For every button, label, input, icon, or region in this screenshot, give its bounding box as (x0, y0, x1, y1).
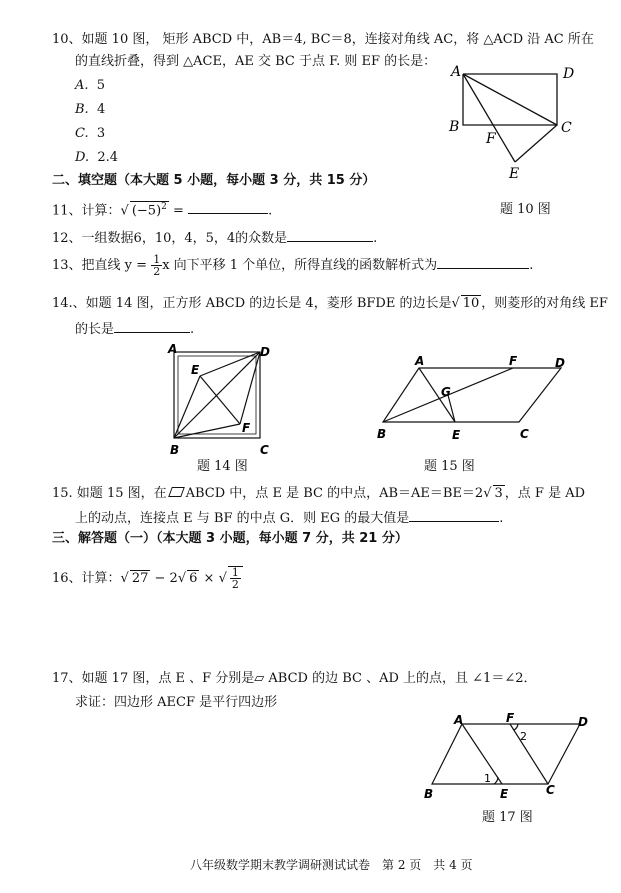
q10-option-b: B. 4 (75, 102, 106, 117)
q14-label-f: F (242, 421, 251, 435)
q14-figure-caption: 题 14 图 (197, 459, 248, 474)
q10-label-c: C (561, 120, 572, 136)
q13-fraction: $\frac{1}{2}$ (153, 253, 161, 278)
q13-answer-blank (437, 256, 529, 269)
q15-label-e: E (452, 428, 461, 442)
q10-label-f: F (486, 131, 496, 147)
parallelogram-icon (168, 487, 185, 497)
q15-label-c: C (520, 427, 529, 441)
q15-label-b: B (377, 427, 387, 441)
q11-answer-blank (188, 201, 268, 214)
q12: 12、一组数据6，10，4，5，4的众数是 . (52, 231, 378, 246)
q14-label-d: D (260, 345, 270, 359)
q16-sqrt-6: 6 (189, 571, 198, 586)
q17-angle-2: 2 (520, 730, 527, 743)
q10-label-b: B (449, 119, 460, 135)
q15-answer-blank (409, 509, 499, 522)
q10-option-a: A. 5 (75, 78, 106, 93)
q15-label-d: D (555, 356, 565, 370)
q14-answer-blank (114, 320, 190, 333)
q14-label-a: A (168, 342, 178, 356)
q17-angle-1: 1 (484, 772, 491, 785)
q17-label-d: D (578, 715, 588, 729)
q12-answer-blank (287, 229, 373, 242)
q17-label-c: C (546, 783, 555, 797)
q15-figure-caption: 题 15 图 (424, 459, 475, 474)
q16: 16、计算：√ 27 − 2√ 6 × √ $\frac{1}{2}$ (52, 566, 243, 590)
q14-label-b: B (170, 443, 180, 457)
q14-line1: 14.、如题 14 图，正方形 ABCD 的边长是 4，菱形 BFDE 的边长是√ 10 ，则菱形的对角线 EF (52, 296, 608, 311)
q13: 13、把直线 y = $\frac{1}{2}$ x 向下平移 1 个单位，所得直线的函数解析式为 . (52, 253, 534, 278)
q17-figure (420, 708, 600, 808)
q10-label-a: A (451, 64, 462, 80)
q17-figure-caption: 题 17 图 (482, 810, 533, 825)
q16-sqrt-27: 27 (131, 571, 149, 586)
q11: 11、计算：√ $(-5)^2$ = . (52, 202, 273, 219)
q10-line2: 的直线折叠，得到 △ACE，AE 交 BC 于点 F. 则 EF 的长是： (75, 54, 437, 69)
section2-title: 二、填空题（本大题 5 小题，每小题 3 分，共 15 分） (52, 173, 376, 188)
q15-figure (375, 352, 575, 452)
q15-label-g: G (441, 385, 451, 399)
q10-label-d: D (563, 66, 575, 82)
q15-label-a: A (415, 354, 425, 368)
q10-line1: 10、如题 10 图， 矩形 ABCD 中，AB＝4, BC＝8，连接对角线 AC，将 △ACD 沿 AC 所在 (52, 32, 594, 47)
q16-sqrt-frac: $\frac{1}{2}$ (228, 566, 243, 590)
q10-figure-caption: 题 10 图 (500, 202, 551, 217)
page-footer: 八年级数学期末教学调研测试试卷 第 2 页 共 4 页 (190, 858, 473, 872)
q15-line1: 15. 如题 15 图，在 ABCD 中，点 E 是 BC 的中点，AB＝AE＝BE＝2√ 3 ，点 F 是 AD (52, 486, 586, 501)
q10-option-d: D. 2.4 (75, 150, 119, 165)
q17-label-a: A (454, 713, 464, 727)
q17-label-b: B (424, 787, 434, 801)
q14-label-e: E (191, 363, 200, 377)
q14-line2: 的长是 . (75, 322, 195, 337)
q10-label-e: E (509, 166, 520, 180)
q14-label-c: C (260, 443, 269, 457)
q14-figure (162, 340, 282, 458)
q17-line1: 17、如题 17 图，点 E 、F 分别是▱ ABCD 的边 BC 、AD 上的点，且 ∠1＝∠2． (52, 671, 537, 686)
q17-label-e: E (500, 787, 509, 801)
q10-option-c: C. 3 (75, 126, 106, 141)
q10-figure (445, 60, 595, 180)
q15-sqrt: 3 (494, 486, 503, 501)
q15-label-f: F (509, 354, 518, 368)
q17-label-f: F (506, 711, 515, 725)
q17-line2: 求证：四边形 AECF 是平行四边形 (75, 695, 278, 710)
q11-sqrt: $(-5)^2$ (131, 202, 167, 219)
q14-sqrt: 10 (462, 296, 480, 311)
q15-line2: 上的动点，连接点 E 与 BF 的中点 G．则 EG 的最大值是 . (75, 511, 504, 526)
section3-title: 三、解答题（一）（本大题 3 小题，每小题 7 分，共 21 分） (52, 531, 408, 546)
